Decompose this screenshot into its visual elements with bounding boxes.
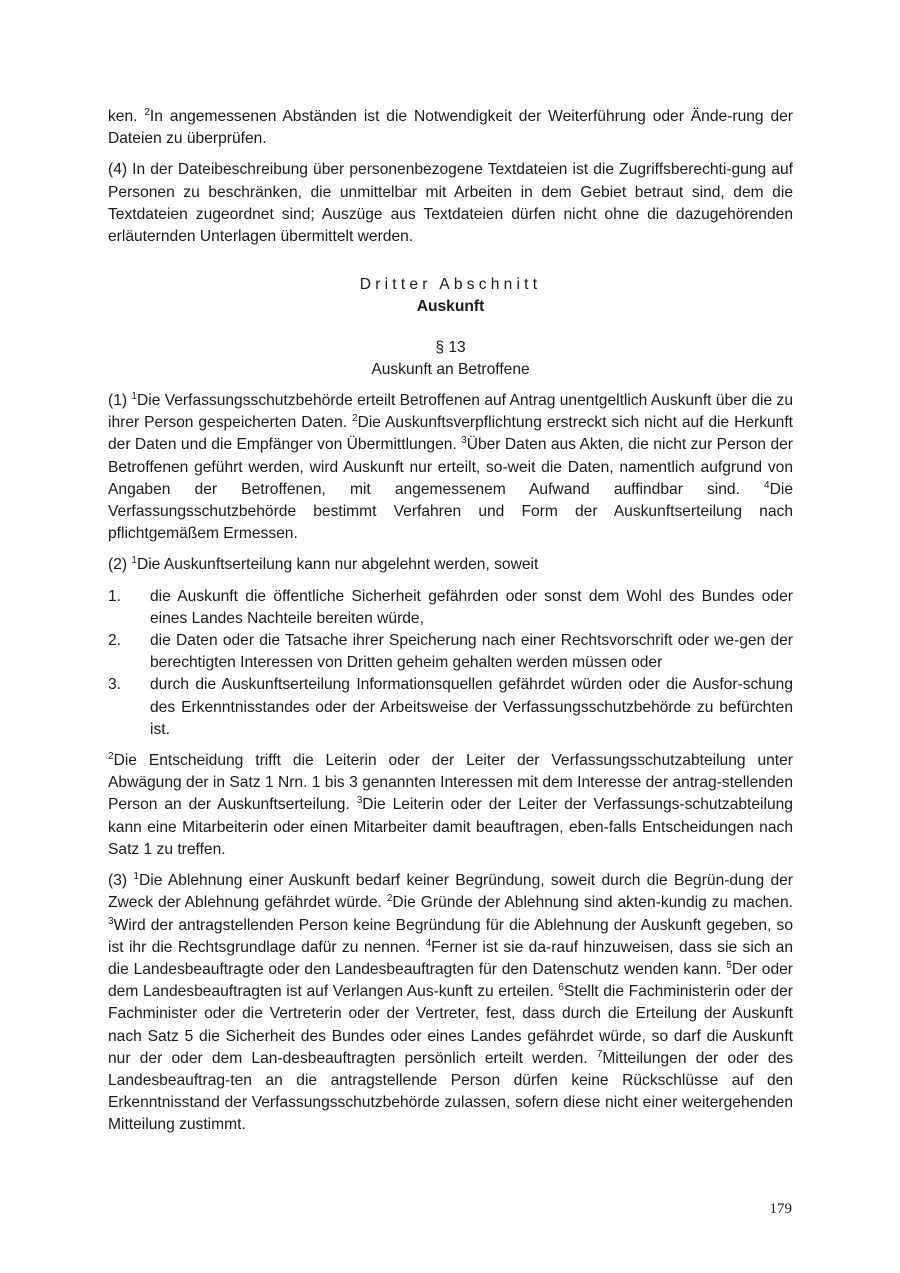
absatz-1: (1) $^1$Die Verfassungsschutzbehörde erteilt Betroffenen auf Antrag unentgeltlich Auskunft über die zu ihrer Person gespeicherten Daten. $^2$Die Auskunftsverpflichtung erstreckt sich nicht auf die Herkunft der Daten und die Empfänger von Übermittlungen. $^3$Über Daten aus Akten, die nicht zur Person der Betroffenen geführt werden, wird Auskunft nur erteilt, so-weit die Daten, namentlich aufgrund von Angaben der Betroffenen, mit angemessenem Aufwand auffindbar sind. $^4$Die Verfassungsschutzbehörde bestimmt Verfahren und Form der Auskunftserteilung nach pflichtgemäßem Ermessen. bbox=[108, 391, 793, 543]
intro-paragraph bbox=[108, 106, 793, 150]
list-item: 2. die Daten oder die Tatsache ihrer Speicherung nach einer Rechtsvorschrift oder we-gen der berechtigten Interessen von Dritten geheim gehalten werden müssen oder bbox=[108, 632, 793, 672]
absatz-3: (3) $^1$Die Ablehnung einer Auskunft bedarf keiner Begründung, soweit durch die Begrün-dung der Zweck der Ablehnung gefährdet würde. $^2$Die Gründe der Ablehnung sind akten-kundig zu machen. $^3$Wird der antragstellenden Person keine Begründung für die Ablehnung der Auskunft gegeben, so ist ihr die Rechtsgrundlage dafür zu nennen. $^4$Ferner ist sie da-rauf hinzuweisen, dass sie sich an die Landesbeauftragte oder den Landesbeauftragten für den Datenschutz wenden kann. $^5$Der oder dem Landesbeauftragten ist auf Verlangen Aus-kunft zu erteilen. $^6$Stellt die Fachministerin oder der Fachminister oder die Vertreterin oder der Vertreter, fest, dass durch die Erteilung der Auskunft nach Satz 5 die Sicherheit des Bundes oder eines Landes gefährdet würde, so darf die Auskunft nur der oder dem Lan-desbeauftragten persönlich erteilt werden. $^7$Mitteilungen der oder des Landesbeauftrag-ten an die antragstellende Person dürfen keine Rückschlüsse auf den Erkenntnisstand der Verfassungsschutzbehörde zulassen, sofern diese nicht einer weitergehenden Mitteilung zustimmt. bbox=[108, 871, 793, 1134]
section-title: Auskunft bbox=[416, 298, 485, 316]
paragraph-4: (4) In der Dateibeschreibung über personenbezogene Textdateien ist die Zugriffsberechti-gung auf Personen zu beschränken, die unmittelbar mit Arbeiten in dem Gebiet betraut sind, dem die Textdateien zugeordnet sind; Auszüge aus Textdateien dürfen nicht ohne die dazugehörenden erläuternden Unterlagen übermittelt werden. bbox=[108, 161, 793, 246]
document-page bbox=[108, 106, 793, 1137]
sentence-marker: 2 bbox=[144, 107, 150, 118]
paragraph-title: Auskunft an Betroffene bbox=[371, 360, 530, 378]
numbered-list bbox=[108, 586, 793, 741]
section-heading: Dritter Abschnitt bbox=[359, 276, 542, 294]
page-number: 179 bbox=[769, 1201, 792, 1217]
absatz-2: (2) $^1$Die Auskunftserteilung kann nur abgelehnt werden, soweit bbox=[108, 555, 539, 574]
absatz-2-continued: $^2$Die Entscheidung trifft die Leiterin oder der Leiter der Verfassungsschutzabteilung unter Abwägung der in Satz 1 Nrn. 1 bis 3 genannten Interessen mit dem Interesse der antrag-stellenden Person an der Auskunftserteilung. $^3$Die Leiterin oder der Leiter der Verfassungs-schutzabteilung kann eine Mitarbeiterin oder einen Mitarbeiter damit beauftragen, eben-falls Entscheidungen nach Satz 1 zu treffen. bbox=[108, 751, 793, 858]
list-item: 3. durch die Auskunftserteilung Informationsquellen gefährdet würden oder die Ausfor-schung des Erkenntnisstandes oder der Arbeitsweise der Verfassungsschutzbehörde zu befürchten ist. bbox=[108, 676, 793, 738]
paragraph-number: § 13 bbox=[435, 338, 466, 356]
list-item: 1. die Auskunft die öffentliche Sicherheit gefährden oder sonst dem Wohl des Bundes oder eines Landes Nachteile bereiten würde, bbox=[108, 587, 793, 627]
intro-text-b: In angemessenen Abständen ist die Notwendigkeit der Weiterführung oder Ände-rung der Dateien zu überprüfen. bbox=[108, 108, 793, 148]
intro-text-a: ken. bbox=[108, 108, 145, 125]
